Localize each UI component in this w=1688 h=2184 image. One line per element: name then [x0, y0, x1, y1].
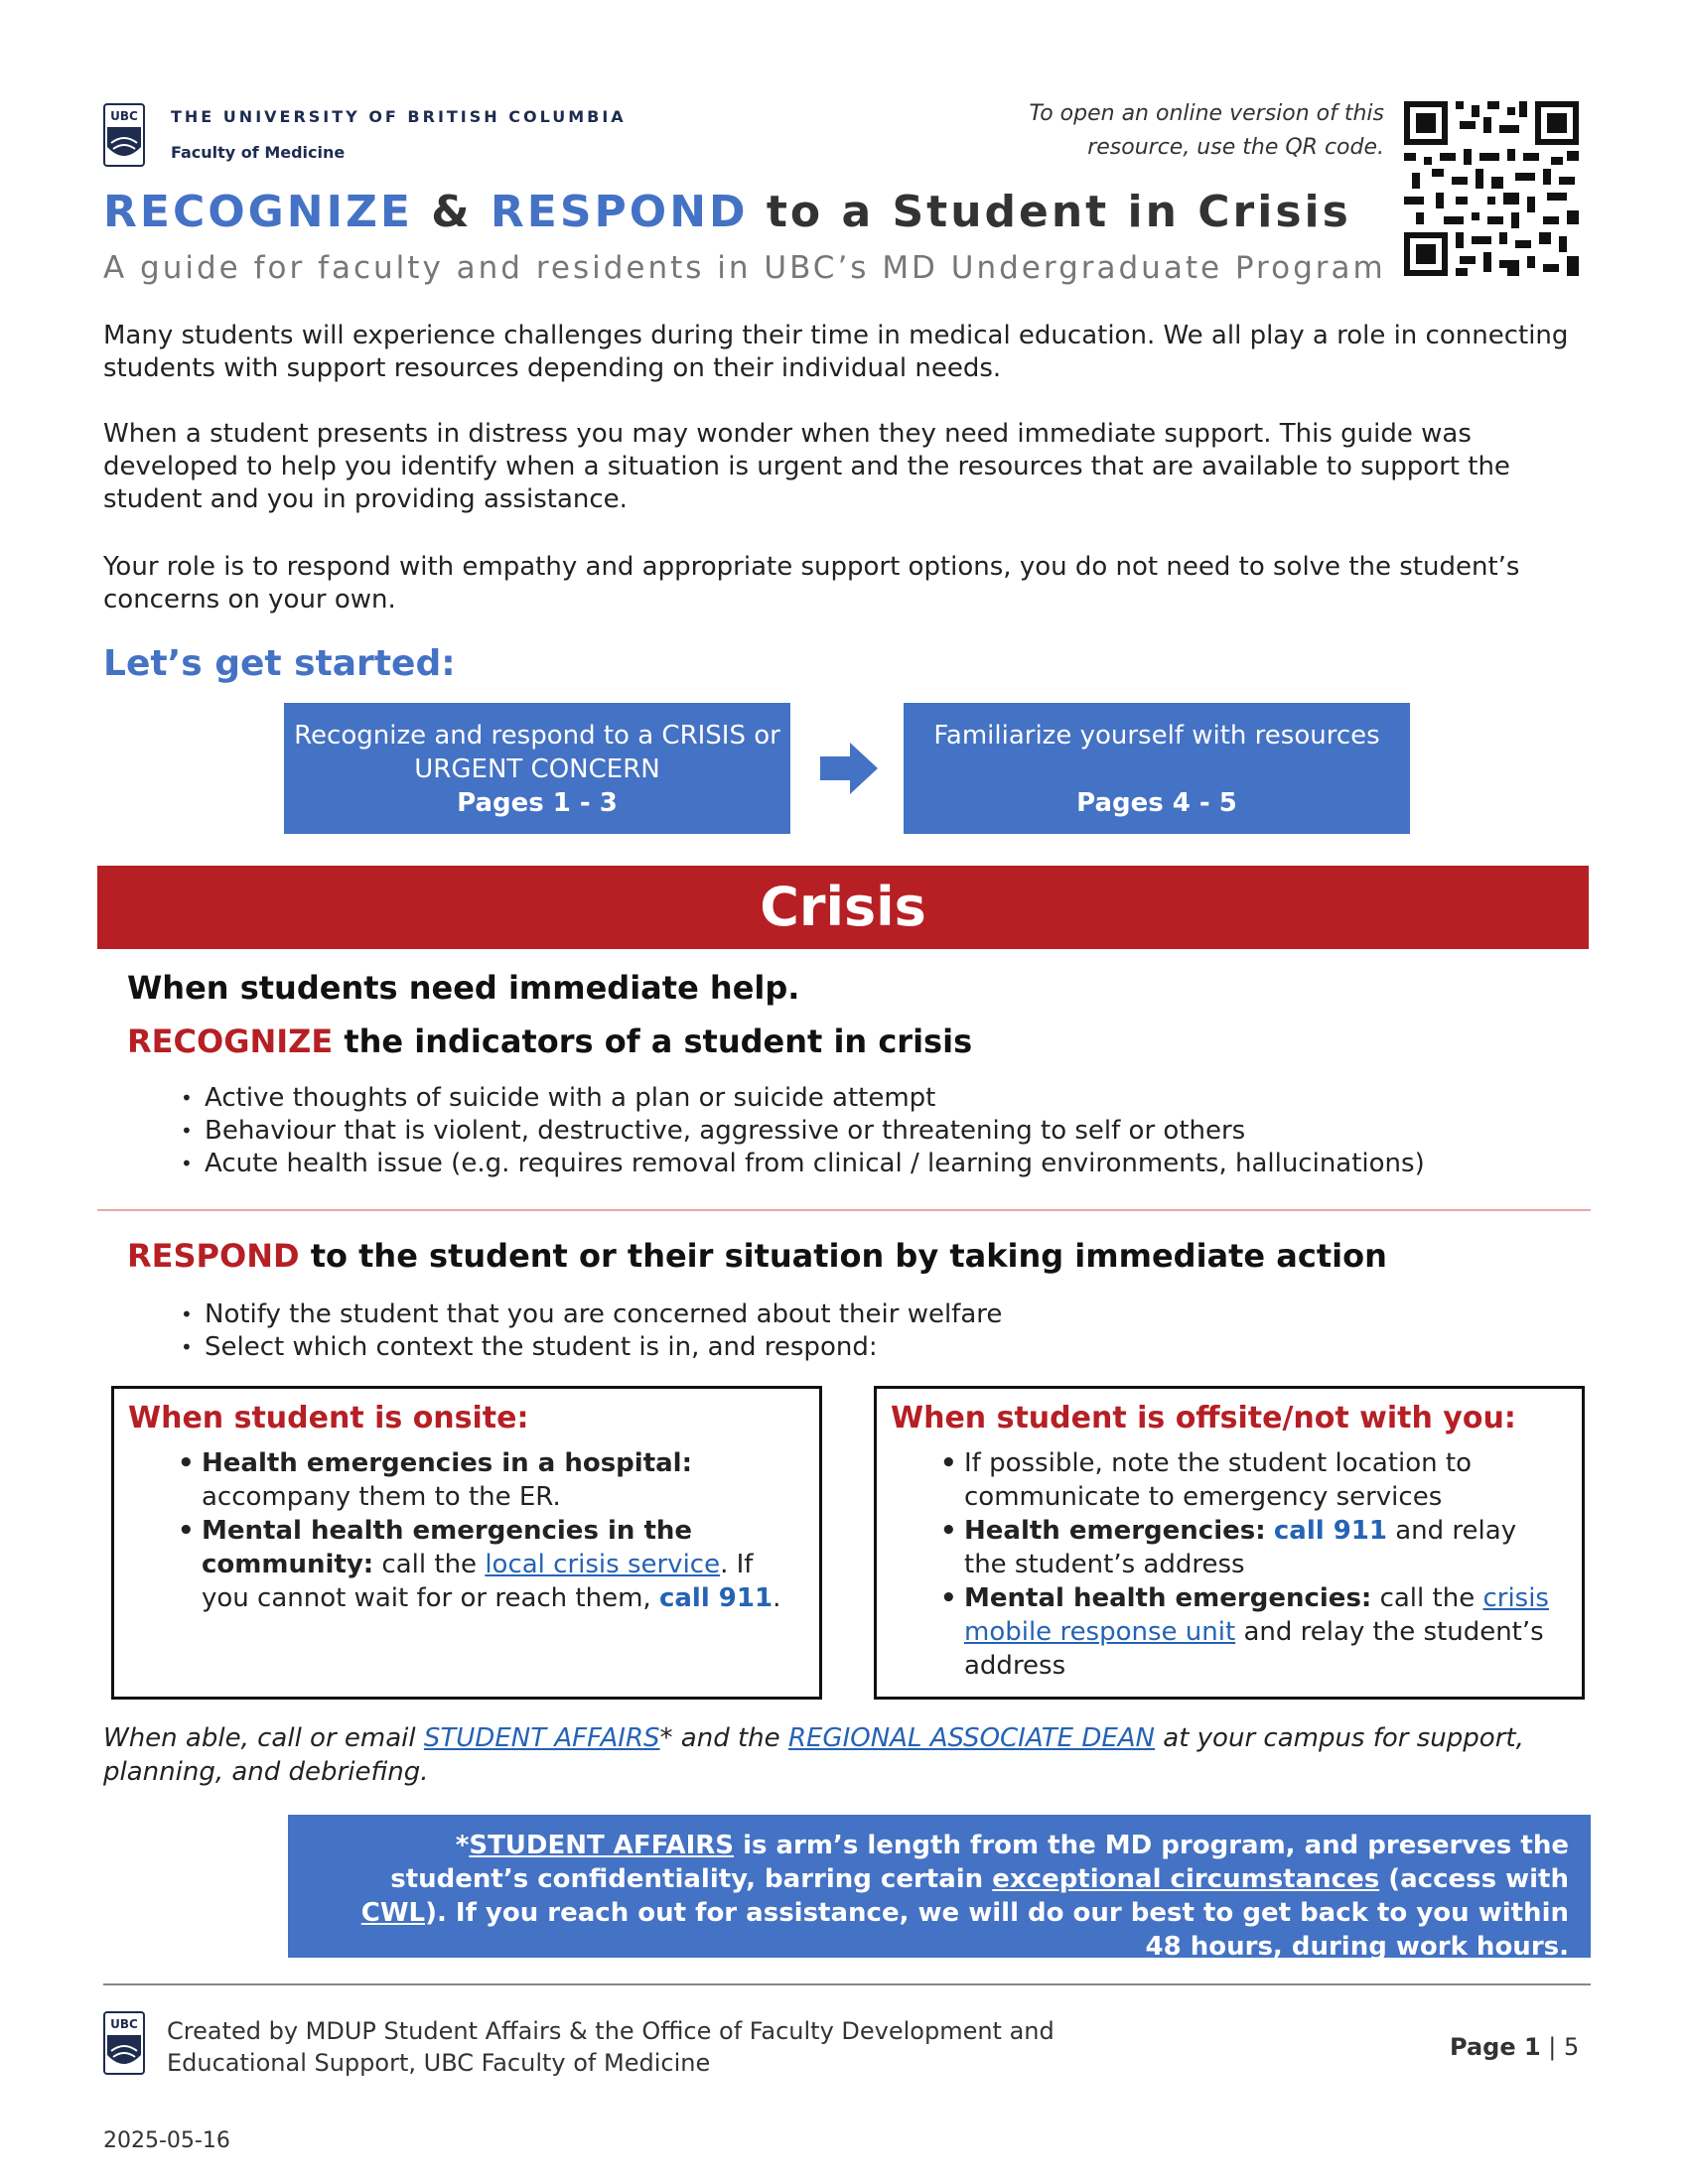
when-able-text3: at your campus for support, planning, and debriefing.	[103, 1723, 1524, 1787]
ubc-logo-text: UBC	[110, 109, 138, 123]
indicator-list	[175, 1082, 1425, 1180]
university-name: THE UNIVERSITY OF BRITISH COLUMBIA	[171, 107, 627, 126]
offsite-item1: If possible, note the student location to communicate to emergency services	[964, 1448, 1473, 1512]
list-item: • Select which context the student is in, and respond:	[175, 1331, 1002, 1364]
cwl-link[interactable]: CWL	[360, 1898, 426, 1928]
sa-star: *	[455, 1831, 470, 1860]
respond-list	[175, 1298, 1002, 1364]
onsite-item1-text: accompany them to the ER.	[202, 1482, 561, 1512]
page-separator: |	[1540, 2033, 1564, 2061]
list-item	[940, 1514, 1556, 1581]
intro-paragraph-1: Many students will experience challenges during their time in medical education. We all play a role in connecting students with support resources depending on their individual needs.	[103, 321, 1569, 383]
student-affairs-link[interactable]: STUDENT AFFAIRS	[423, 1723, 660, 1753]
respond-rest: to the student or their situation by taking immediate action	[299, 1237, 1387, 1275]
when-able-text2: * and the	[659, 1723, 788, 1753]
title-rest: to a Student in Crisis	[748, 187, 1351, 237]
local-crisis-service-link[interactable]: local crisis service	[485, 1550, 721, 1579]
list-item: • Active thoughts of suicide with a plan or suicide attempt	[175, 1082, 1425, 1115]
page-title	[103, 187, 1351, 237]
sa-student-affairs-link[interactable]: STUDENT AFFAIRS	[469, 1831, 735, 1860]
ubc-footer-logo-text: UBC	[110, 2017, 138, 2031]
footer-divider	[103, 1983, 1591, 1985]
arrow-right-icon	[820, 743, 880, 794]
title-respond: RESPOND	[490, 187, 749, 237]
recognize-heading	[127, 1023, 972, 1060]
footer-credit: Created by MDUP Student Affairs & the Office of Faculty Development and Educational Support, UBC Faculty of Medicine	[167, 2017, 1055, 2077]
offsite-item3-text2: and relay the student’s address	[964, 1617, 1544, 1681]
offsite-item2-text: and relay the student’s address	[964, 1516, 1517, 1579]
page-subtitle: A guide for faculty and residents in UBC’s MD Undergraduate Program	[103, 250, 1386, 286]
sa-text3: ). If you reach out for assistance, we will do our best to get back to you within 48 hours, during work hours.	[425, 1898, 1569, 1962]
offsite-list	[940, 1446, 1556, 1683]
offsite-item2-bold: Health emergencies:	[964, 1516, 1266, 1546]
when-able-text1: When able, call or email	[103, 1723, 424, 1753]
list-item	[178, 1514, 793, 1615]
qr-code[interactable]	[1404, 101, 1579, 276]
list-item: • Notify the student that you are concerned about their welfare	[175, 1298, 1002, 1331]
flow-box-resources-pages: Pages 4 - 5	[1076, 788, 1237, 818]
section-divider	[97, 1209, 1591, 1211]
list-item	[178, 1446, 793, 1514]
flow-box-crisis-line1: Recognize and respond to a CRISIS or	[294, 721, 780, 751]
crisis-banner: Crisis	[97, 866, 1589, 949]
list-item: • Behaviour that is violent, destructive, aggressive or threatening to self or others	[175, 1115, 1425, 1148]
onsite-heading: When student is onsite:	[128, 1401, 529, 1435]
flow-box-crisis-line2: URGENT CONCERN	[414, 754, 660, 784]
list-item	[940, 1446, 1556, 1514]
recognize-rest: the indicators of a student in crisis	[333, 1023, 973, 1060]
exceptional-circumstances-link[interactable]: exceptional circumstances	[992, 1864, 1380, 1894]
page-label: Page 1	[1450, 2033, 1541, 2061]
sa-text1: is arm’s length from the MD program, and preserves the student’s confidentiality, barring certain	[390, 1831, 1569, 1894]
onsite-item2-bold: Mental health emergencies in the community:	[202, 1516, 693, 1579]
onsite-item1-bold: Health emergencies in a hospital:	[202, 1448, 692, 1478]
intro-paragraph-3: Your role is to respond with empathy and appropriate support options, you do not need to solve the student’s concerns on your own.	[103, 552, 1520, 614]
onsite-item2-end: .	[773, 1583, 781, 1613]
title-amp: &	[412, 187, 491, 237]
regional-associate-dean-link[interactable]: REGIONAL ASSOCIATE DEAN	[787, 1723, 1156, 1753]
flow-box-spacer	[904, 752, 1410, 786]
respond-heading	[127, 1237, 1387, 1275]
onsite-list	[178, 1446, 793, 1615]
offsite-item3-text1: call the	[1371, 1583, 1483, 1613]
sa-text2: (access with	[1379, 1864, 1569, 1894]
call-911-offsite: call 911	[1273, 1516, 1387, 1546]
flow-box-crisis[interactable]	[284, 703, 790, 834]
lets-get-started-heading: Let’s get started:	[103, 643, 456, 684]
list-item: • Acute health issue (e.g. requires removal from clinical / learning environments, hallucinations)	[175, 1148, 1425, 1180]
title-recognize: RECOGNIZE	[103, 187, 413, 237]
flow-box-crisis-pages: Pages 1 - 3	[457, 788, 618, 818]
faculty-name: Faculty of Medicine	[171, 143, 346, 162]
flow-box-resources-line1: Familiarize yourself with resources	[933, 721, 1380, 751]
student-affairs-callout-text	[318, 1829, 1569, 1964]
offsite-heading: When student is offsite/not with you:	[891, 1401, 1516, 1435]
recognize-keyword: RECOGNIZE	[127, 1023, 334, 1060]
ubc-footer-logo	[103, 2011, 145, 2075]
onsite-item2-text2: . If you cannot wait for or reach them,	[202, 1550, 754, 1613]
immediate-help-heading: When students need immediate help.	[127, 969, 800, 1007]
page-number	[1450, 2033, 1579, 2061]
offsite-item3-bold: Mental health emergencies:	[964, 1583, 1372, 1613]
student-affairs-callout	[288, 1815, 1591, 1962]
flow-box-resources[interactable]	[904, 703, 1410, 834]
call-911-onsite: call 911	[658, 1583, 774, 1613]
crisis-mobile-response-link[interactable]: crisis mobile response unit	[964, 1583, 1549, 1647]
document-date: 2025-05-16	[103, 2128, 230, 2153]
intro-paragraph-2: When a student presents in distress you may wonder when they need immediate support. This guide was developed to help you identify when a situation is urgent and the resources that are available to support the student and you in providing assistance.	[103, 419, 1510, 514]
ubc-logo	[103, 103, 145, 167]
when-able-note	[103, 1721, 1613, 1789]
onsite-item2-text1: call the	[373, 1550, 486, 1579]
offsite-box	[874, 1386, 1585, 1700]
qr-note: To open an online version of this resource, use the QR code.	[1029, 101, 1384, 160]
page-total: 5	[1564, 2033, 1580, 2061]
onsite-box	[111, 1386, 822, 1700]
respond-keyword: RESPOND	[127, 1237, 300, 1275]
list-item	[940, 1581, 1556, 1683]
